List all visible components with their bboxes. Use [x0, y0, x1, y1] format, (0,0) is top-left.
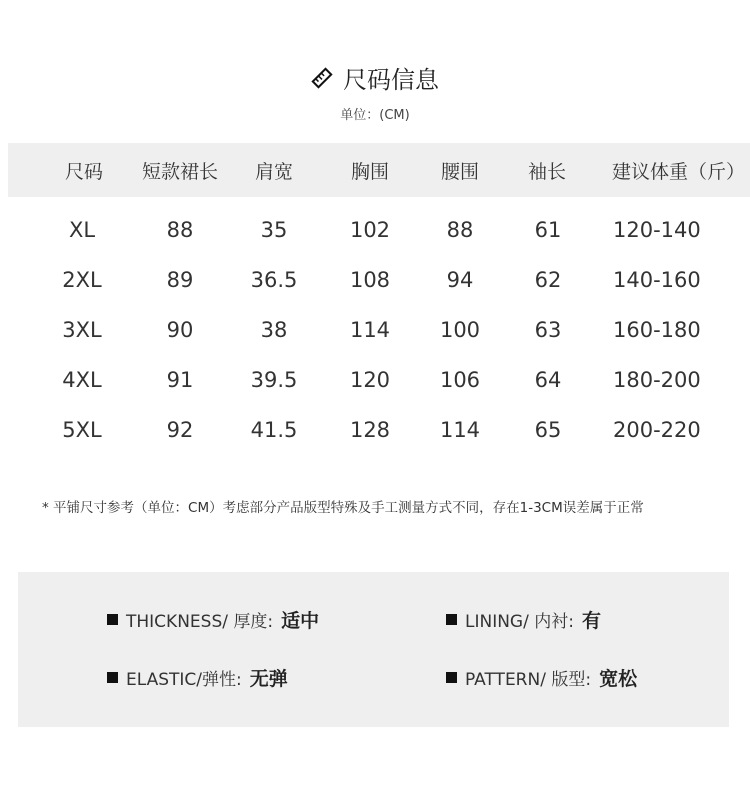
- table-cell: 65: [534, 418, 562, 442]
- table-cell: 102: [349, 218, 391, 242]
- table-cell: 36.5: [250, 268, 298, 292]
- table-cell: 128: [349, 418, 391, 442]
- column-header: 肩宽: [254, 160, 293, 183]
- table-row: [8, 255, 750, 305]
- table-cell: 62: [534, 268, 562, 292]
- table-cell: 41.5: [250, 418, 298, 442]
- title-text: 尺码信息: [343, 66, 439, 94]
- title-area: [0, 60, 750, 95]
- table-cell: 94: [446, 268, 474, 292]
- elastic-item: [107, 664, 288, 691]
- lining-item: [446, 606, 601, 633]
- lining-label: LINING/ 内衬:: [465, 612, 574, 632]
- thickness-label: THICKNESS/ 厚度:: [126, 612, 274, 632]
- table-cell: 120-140: [613, 218, 701, 242]
- table-row: [8, 355, 750, 405]
- size-table: [8, 143, 750, 455]
- table-cell: 108: [349, 268, 391, 292]
- table-cell: 106: [439, 368, 481, 392]
- table-cell: 140-160: [613, 268, 701, 292]
- table-cell: XL: [68, 218, 96, 242]
- table-row: [8, 305, 750, 355]
- table-cell: 35: [260, 218, 288, 242]
- square-bullet-icon: [107, 672, 118, 683]
- column-header: 胸围: [350, 160, 389, 183]
- table-header: [8, 143, 750, 197]
- lining-value: 有: [581, 610, 601, 632]
- page-title: [311, 60, 439, 95]
- elastic-label: ELASTIC/弹性:: [126, 670, 242, 690]
- table-cell: 2XL: [62, 268, 102, 292]
- square-bullet-icon: [446, 614, 457, 625]
- table-cell: 61: [534, 218, 562, 242]
- table-cell: 89: [166, 268, 194, 292]
- pattern-label: PATTERN/ 版型:: [465, 670, 592, 690]
- table-row: [8, 205, 750, 255]
- table-cell: 63: [534, 318, 562, 342]
- table-body: [8, 205, 750, 455]
- table-cell: 88: [166, 218, 194, 242]
- thickness-item: [107, 606, 319, 633]
- table-cell: 180-200: [613, 368, 701, 392]
- column-header: 尺码: [64, 160, 103, 183]
- column-header: 腰围: [440, 160, 479, 183]
- measurement-note: * 平铺尺寸参考（单位：CM）考虑部分产品版型特殊及手工测量方式不同，存在1-3CM误差属于正常: [42, 500, 644, 516]
- table-cell: 4XL: [62, 368, 102, 392]
- table-cell: 91: [166, 368, 194, 392]
- table-row: [8, 405, 750, 455]
- thickness-value: 适中: [281, 610, 320, 632]
- column-header: 短款裙长: [141, 160, 218, 183]
- table-cell: 120: [349, 368, 391, 392]
- pattern-item: [446, 664, 637, 691]
- column-header: 建议体重（斤）: [612, 160, 746, 183]
- table-cell: 38: [260, 318, 288, 342]
- ruler-icon: [311, 67, 333, 89]
- unit-label: 单位：(CM): [340, 108, 410, 123]
- table-cell: 5XL: [62, 418, 102, 442]
- table-cell: 88: [446, 218, 474, 242]
- table-cell: 3XL: [62, 318, 102, 342]
- fabric-info-panel: [18, 572, 729, 727]
- table-cell: 200-220: [613, 418, 701, 442]
- table-cell: 114: [439, 418, 481, 442]
- table-cell: 90: [166, 318, 194, 342]
- table-cell: 39.5: [250, 368, 298, 392]
- column-header: 袖长: [527, 160, 566, 183]
- table-cell: 100: [439, 318, 481, 342]
- table-cell: 114: [349, 318, 391, 342]
- square-bullet-icon: [107, 614, 118, 625]
- pattern-value: 宽松: [599, 668, 638, 690]
- table-cell: 64: [534, 368, 562, 392]
- table-cell: 92: [166, 418, 194, 442]
- elastic-value: 无弹: [249, 668, 288, 690]
- table-cell: 160-180: [613, 318, 701, 342]
- square-bullet-icon: [446, 672, 457, 683]
